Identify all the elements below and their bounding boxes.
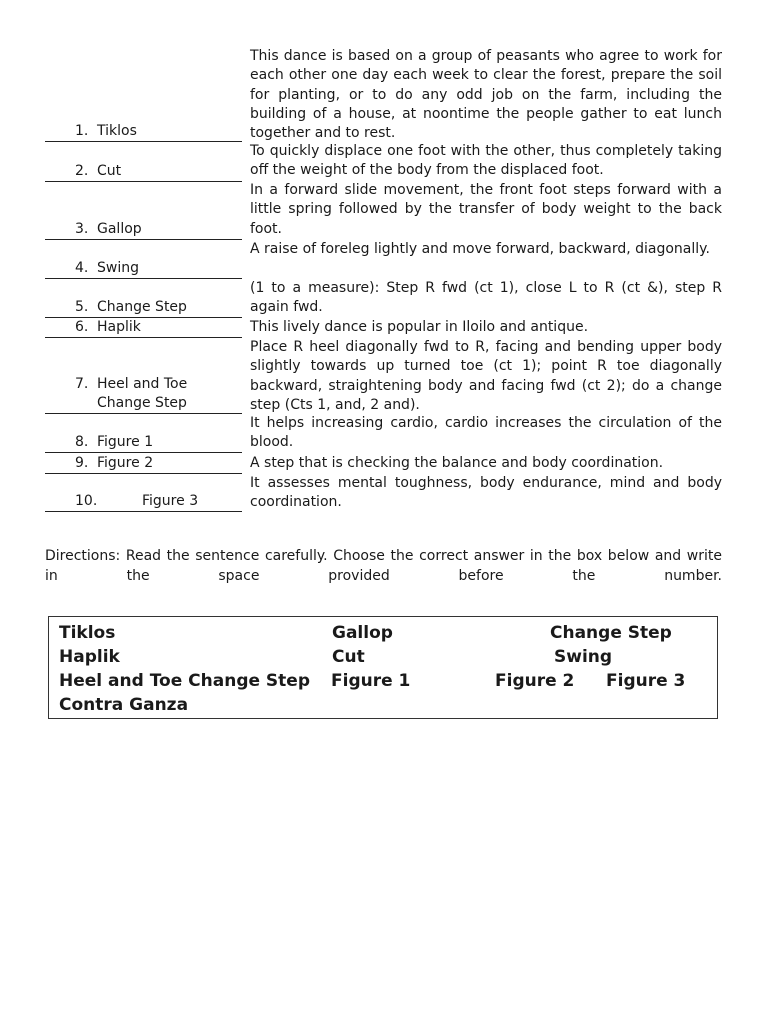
term-number: 4. <box>75 260 89 276</box>
term-label: Haplik <box>97 319 141 335</box>
choice-tiklos: Tiklos <box>59 623 116 643</box>
term-10[interactable] <box>45 492 242 512</box>
term-number: 2. <box>75 163 89 179</box>
description-1: This dance is based on a group of peasants who agree to work for each other one day each week to clear the forest, prepare the soil for planting, or to do any odd job on the farm, including the building of a house, at noontime the people gather to eat lunch together and to rest. <box>250 48 722 142</box>
term-number: 1. <box>75 123 89 139</box>
description-4: A raise of foreleg lightly and move forward, backward, diagonally. <box>250 241 710 257</box>
term-number: 6. <box>75 319 89 335</box>
choice-heel-and-toe-change-step: Heel and Toe Change Step <box>59 671 310 691</box>
term-number: 10. <box>75 493 98 509</box>
term-label: Swing <box>97 260 139 276</box>
term-label: Cut <box>97 163 122 179</box>
description-9: A step that is checking the balance and body coordination. <box>250 455 664 471</box>
description-2: To quickly displace one foot with the other, thus completely taking off the weight of the body from the displaced foot. <box>250 143 722 179</box>
term-9[interactable] <box>45 454 242 474</box>
term-label: Heel and Toe <box>97 376 188 392</box>
term-number: 5. <box>75 299 89 315</box>
term-label: Figure 1 <box>97 434 154 450</box>
term-number: 9. <box>75 455 89 471</box>
choice-change-step: Change Step <box>550 623 672 643</box>
term-label: Figure 2 <box>97 455 154 471</box>
term-7[interactable] <box>45 375 242 414</box>
choice-figure-3: Figure 3 <box>606 671 686 691</box>
description-7: Place R heel diagonally fwd to R, facing and bending upper body slightly towards up turned toe (ct 1); point R toe diagonally backward, straightening body and facing fwd (ct 2); do a change step (Cts 1, and, 2 and). <box>250 339 722 413</box>
term-number: 3. <box>75 221 89 237</box>
choice-contra-ganza: Contra Ganza <box>59 695 189 715</box>
description-3: In a forward slide movement, the front foot steps forward with a little spring followed by the transfer of body weight to the back foot. <box>250 182 722 237</box>
term-label: Figure 3 <box>142 493 199 509</box>
term-label: Tiklos <box>97 123 137 139</box>
description-6: This lively dance is popular in Iloilo and antique. <box>250 319 589 335</box>
term-5[interactable] <box>45 298 242 318</box>
term-label-line2: Change Step <box>97 395 187 411</box>
term-label: Gallop <box>97 221 142 237</box>
term-8[interactable] <box>45 433 242 453</box>
description-8: It helps increasing cardio, cardio increases the circulation of the blood. <box>250 415 722 451</box>
term-2[interactable] <box>45 162 242 182</box>
term-6[interactable] <box>45 318 242 338</box>
description-10: It assesses mental toughness, body endurance, mind and body coordination. <box>250 475 722 511</box>
term-label: Change Step <box>97 299 187 315</box>
term-4[interactable] <box>45 259 242 279</box>
choice-figure-2: Figure 2 <box>495 671 575 691</box>
answer-choices-box <box>48 616 718 719</box>
term-3[interactable] <box>45 220 242 240</box>
choice-swing: Swing <box>554 647 613 667</box>
choice-figure-1: Figure 1 <box>331 671 411 691</box>
choice-haplik: Haplik <box>59 647 120 667</box>
term-number: 7. <box>75 376 89 392</box>
choice-gallop: Gallop <box>332 623 393 643</box>
choice-cut: Cut <box>332 647 365 667</box>
term-1[interactable] <box>45 122 242 142</box>
description-5: (1 to a measure): Step R fwd (ct 1), close L to R (ct &), step R again fwd. <box>250 280 722 316</box>
directions-text: Directions: Read the sentence carefully. Choose the correct answer in the box below and write in the space provided before the number. <box>45 548 722 584</box>
term-number: 8. <box>75 434 89 450</box>
